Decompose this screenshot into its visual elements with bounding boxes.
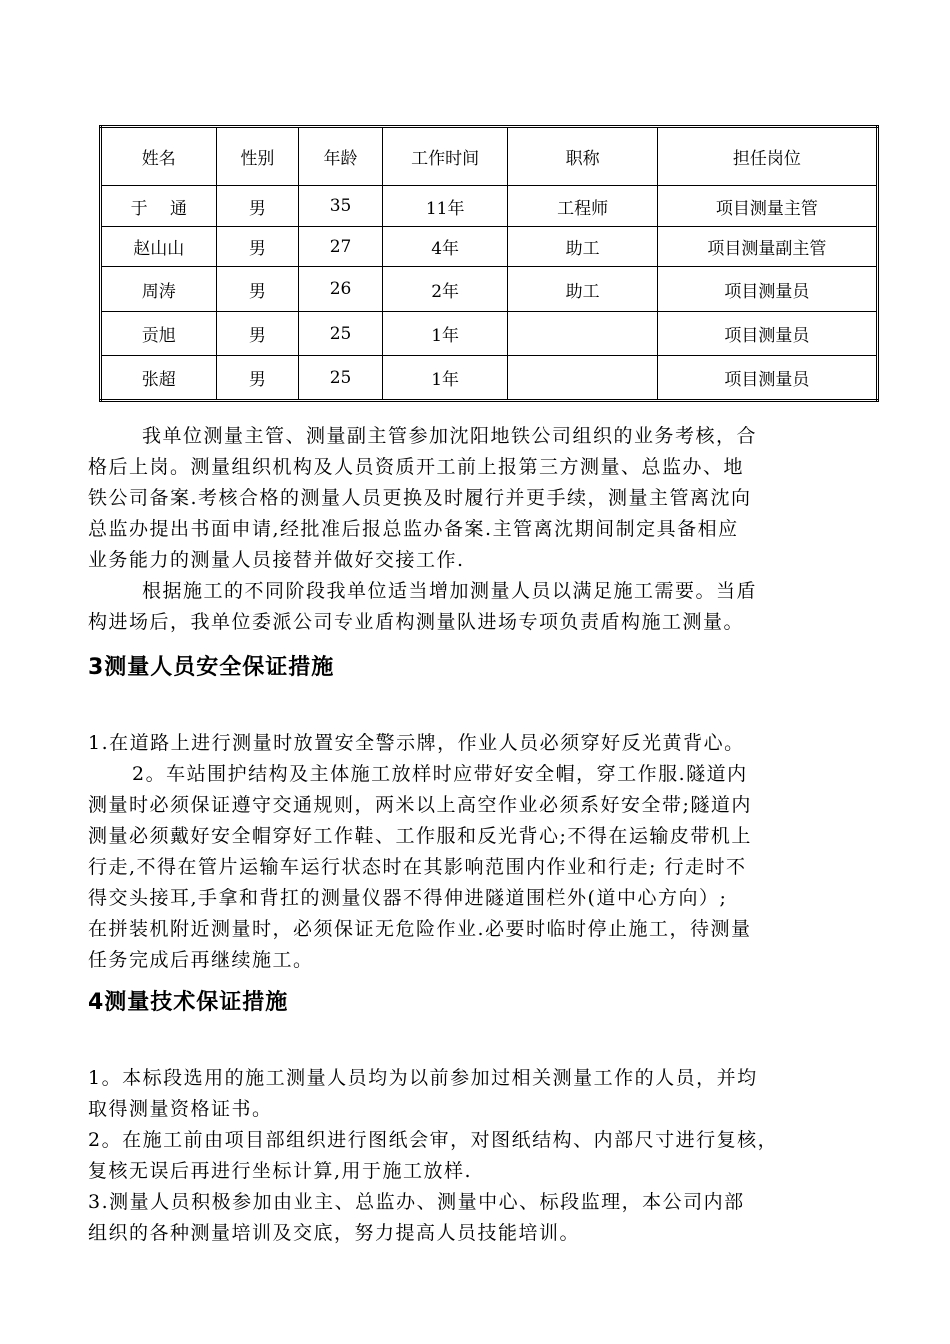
cell-title [508, 312, 657, 356]
cell-work-years: 11年 [382, 186, 508, 227]
cell-gender: 男 [216, 312, 299, 356]
paragraph-line: 复核无误后再进行坐标计算,用于施工放样. [88, 1160, 473, 1182]
cell-position: 项目测量员 [657, 267, 877, 312]
paragraph-line: 测量时必须保证遵守交通规则，两米以上高空作业必须系好安全带;隧道内 [88, 794, 752, 816]
table-row [101, 312, 878, 356]
paragraph-line: 在拼装机附近测量时，必须保证无危险作业.必要时临时停止施工，待测量 [88, 918, 752, 940]
list-item: 1.在道路上进行测量时放置安全警示牌，作业人员必须穿好反光黄背心。 [88, 732, 745, 754]
cell-name: 赵山山 [101, 227, 217, 267]
cell-title [508, 356, 657, 401]
cell-work-years: 1年 [382, 312, 508, 356]
cell-title: 助工 [508, 267, 657, 312]
cell-title: 工程师 [508, 186, 657, 227]
cell-age: 27 [299, 227, 383, 267]
paragraph-line: 业务能力的测量人员接替并做好交接工作. [88, 549, 465, 571]
paragraph-line: 格后上岗。测量组织机构及人员资质开工前上报第三方测量、总监办、地 [88, 456, 745, 478]
table-row [101, 356, 878, 401]
paragraph-line: 组织的各种测量培训及交底，努力提高人员技能培训。 [88, 1222, 581, 1244]
header-work-years: 工作时间 [382, 127, 508, 186]
cell-age: 26 [299, 267, 383, 312]
list-item: 1。本标段选用的施工测量人员均为以前参加过相关测量工作的人员，并均 [88, 1067, 758, 1089]
header-gender: 性别 [216, 127, 299, 186]
technical-measures [88, 1063, 858, 1249]
list-item: 2。在施工前由项目部组织进行图纸会审，对图纸结构、内部尺寸进行复核， [88, 1129, 779, 1151]
table-header-row [101, 127, 878, 186]
paragraph-line: 取得测量资格证书。 [88, 1098, 273, 1120]
cell-work-years: 1年 [382, 356, 508, 401]
section-3-heading: 3测量人员安全保证措施 [88, 655, 335, 680]
cell-gender: 男 [216, 267, 299, 312]
section-4-heading: 4测量技术保证措施 [88, 990, 289, 1015]
paragraph-line: 铁公司备案.考核合格的测量人员更换及时履行并更手续，测量主管离沈向 [88, 487, 752, 509]
cell-age: 25 [299, 356, 383, 401]
header-name: 姓名 [101, 127, 217, 186]
cell-age: 35 [299, 186, 383, 227]
personnel-paragraph [88, 421, 858, 638]
table-row [101, 227, 878, 267]
paragraph-line: 行走,不得在管片运输车运行状态时在其影响范围内作业和行走; 行走时不 [88, 856, 747, 878]
cell-name: 贡旭 [101, 312, 217, 356]
paragraph-line: 构进场后，我单位委派公司专业盾构测量队进场专项负责盾构施工测量。 [88, 611, 745, 633]
list-item: 3.测量人员积极参加由业主、总监办、测量中心、标段监理，本公司内部 [88, 1191, 745, 1213]
paragraph-line: 根据施工的不同阶段我单位适当增加测量人员以满足施工需要。当盾 [142, 580, 758, 602]
cell-gender: 男 [216, 356, 299, 401]
safety-measures [88, 728, 858, 976]
cell-gender: 男 [216, 227, 299, 267]
paragraph-line: 测量必须戴好安全帽穿好工作鞋、工作服和反光背心;不得在运输皮带机上 [88, 825, 752, 847]
paragraph-line: 得交头接耳,手拿和背扛的测量仪器不得伸进隧道围栏外(道中心方向）; [88, 887, 728, 909]
table-row [101, 186, 878, 227]
cell-position: 项目测量主管 [657, 186, 877, 227]
cell-age: 25 [299, 312, 383, 356]
header-title: 职称 [508, 127, 657, 186]
paragraph-line: 我单位测量主管、测量副主管参加沈阳地铁公司组织的业务考核，合 [142, 425, 758, 447]
table-row [101, 267, 878, 312]
cell-name: 周涛 [101, 267, 217, 312]
cell-name: 于 通 [101, 186, 217, 227]
list-item: 2。车站围护结构及主体施工放样时应带好安全帽，穿工作服.隧道内 [132, 763, 748, 785]
cell-work-years: 2年 [382, 267, 508, 312]
header-position: 担任岗位 [657, 127, 877, 186]
staff-table [99, 125, 879, 402]
cell-gender: 男 [216, 186, 299, 227]
cell-work-years: 4年 [382, 227, 508, 267]
cell-name: 张超 [101, 356, 217, 401]
cell-title: 助工 [508, 227, 657, 267]
cell-position: 项目测量员 [657, 312, 877, 356]
paragraph-line: 总监办提出书面申请,经批准后报总监办备案.主管离沈期间制定具备相应 [88, 518, 739, 540]
paragraph-line: 任务完成后再继续施工。 [88, 949, 314, 971]
cell-position: 项目测量员 [657, 356, 877, 401]
header-age: 年龄 [299, 127, 383, 186]
cell-position: 项目测量副主管 [657, 227, 877, 267]
